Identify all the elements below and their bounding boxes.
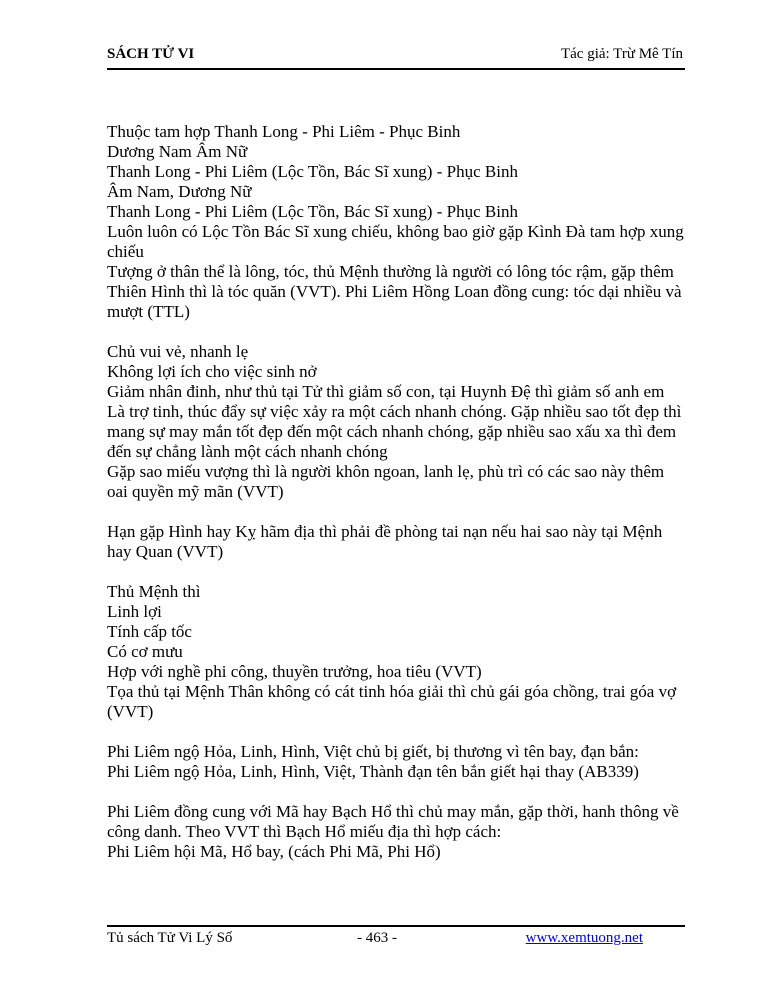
paragraph bbox=[107, 522, 687, 562]
text-line: Phi Liêm hội Mã, Hổ bay, (cách Phi Mã, Phi Hổ) bbox=[107, 842, 441, 861]
paragraph bbox=[107, 582, 687, 722]
text-line: Tính cấp tốc bbox=[107, 622, 192, 641]
book-title: SÁCH TỬ VI bbox=[107, 46, 195, 62]
text-line: Thanh Long - Phi Liêm (Lộc Tồn, Bác Sĩ xung) - Phục Binh bbox=[107, 202, 518, 221]
text-line: Thanh Long - Phi Liêm (Lộc Tồn, Bác Sĩ xung) - Phục Binh bbox=[107, 162, 518, 181]
text-line: Thủ Mệnh thì bbox=[107, 582, 201, 601]
page-body bbox=[107, 122, 687, 862]
text-line: Phi Liêm ngộ Hỏa, Linh, Hình, Việt chủ bị giết, bị thương vì tên bay, đạn bắn: bbox=[107, 742, 639, 761]
text-line: Gặp sao miếu vượng thì là người khôn ngoan, lanh lẹ, phù trì có các sao này thêm oai quyền mỹ mãn (VVT) bbox=[107, 462, 665, 501]
text-line: Linh lợi bbox=[107, 602, 162, 621]
text-line: Âm Nam, Dương Nữ bbox=[107, 182, 252, 201]
text-line: Có cơ mưu bbox=[107, 642, 183, 661]
paragraph bbox=[107, 802, 687, 862]
paragraph bbox=[107, 122, 687, 322]
paragraph bbox=[107, 342, 687, 502]
text-line: Giảm nhân đinh, như thủ tại Tử thì giảm số con, tại Huynh Đệ thì giảm số anh em bbox=[107, 382, 665, 401]
text-line: Phi Liêm ngộ Hỏa, Linh, Hình, Việt, Thành đạn tên bắn giết hại thay (AB339) bbox=[107, 762, 639, 781]
text-line: Hợp với nghề phi công, thuyền trưởng, hoa tiêu (VVT) bbox=[107, 662, 482, 681]
text-line: Tọa thủ tại Mệnh Thân không có cát tinh hóa giải thì chủ gái góa chồng, trai góa vợ (VVT) bbox=[107, 682, 677, 721]
author-label: Tác giả: Trừ Mê Tín bbox=[560, 46, 683, 62]
text-line: Dương Nam Âm Nữ bbox=[107, 142, 248, 161]
text-line: Phi Liêm đồng cung với Mã hay Bạch Hổ thì chủ may mắn, gặp thời, hanh thông về công danh. Theo VVT thì Bạch Hổ miếu địa thì hợp cách: bbox=[107, 802, 679, 841]
footer-series-label: Tủ sách Tử Vi Lý Số bbox=[107, 930, 233, 946]
text-line: Hạn gặp Hình hay Kỵ hãm địa thì phải đề phòng tai nạn nếu hai sao này tại Mệnh hay Quan (VVT) bbox=[107, 522, 663, 561]
page-header bbox=[107, 46, 685, 70]
page-number: - 463 - bbox=[357, 930, 397, 946]
text-line: Chủ vui vẻ, nhanh lẹ bbox=[107, 342, 249, 361]
text-line: Là trợ tinh, thúc đẩy sự việc xảy ra một cách nhanh chóng. Gặp nhiều sao tốt đẹp thì mang sự may mắn tốt đẹp đến một cách nhanh chóng, gặp nhiều sao xấu xa thì đem đến sự chẳng lành một cách nhanh chóng bbox=[107, 402, 682, 461]
paragraph bbox=[107, 742, 687, 782]
page-footer bbox=[107, 925, 685, 949]
text-line: Thuộc tam hợp Thanh Long - Phi Liêm - Phục Binh bbox=[107, 122, 461, 141]
text-line: Tượng ở thân thể là lông, tóc, thủ Mệnh thường là người có lông tóc rậm, gặp thêm Thiên Hình thì là tóc quăn (VVT). Phi Liêm Hồng Loan đồng cung: tóc dại nhiều và mượt (TTL) bbox=[107, 262, 682, 321]
text-line: Không lợi ích cho việc sinh nở bbox=[107, 362, 317, 381]
website-link[interactable]: www.xemtuong.net bbox=[525, 930, 643, 946]
text-line: Luôn luôn có Lộc Tồn Bác Sĩ xung chiếu, không bao giờ gặp Kình Đà tam hợp xung chiếu bbox=[107, 222, 684, 261]
